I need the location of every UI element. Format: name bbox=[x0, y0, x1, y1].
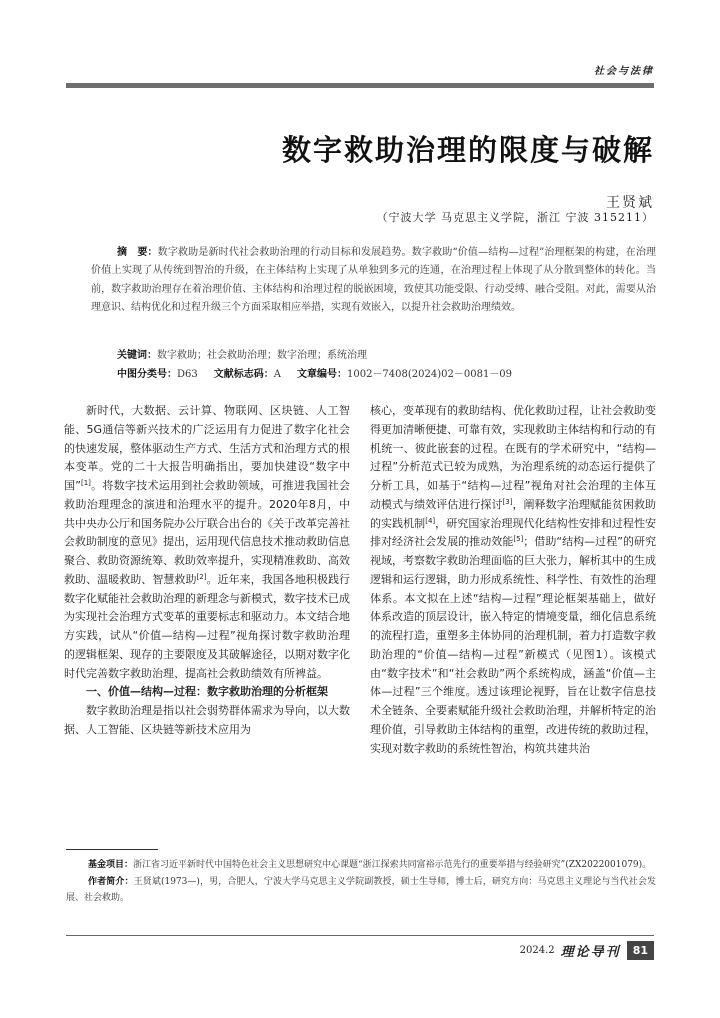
body-paragraph: 数字救助治理是指以社会弱势群体需求为导向，以大数据、人工智能、区块链等新技术应用为 bbox=[64, 704, 350, 736]
clc-value: D63 bbox=[177, 369, 198, 380]
citation-ref: [3] bbox=[502, 497, 513, 506]
footnotes bbox=[66, 857, 656, 907]
author-note: 作者简介：王贤斌(1973—)，男，合肥人，宁波大学马克思主义学院副教授，硕士生导师，博士后，研究方向：马克思主义理论与当代社会发展、社会救助。 bbox=[66, 876, 656, 903]
citation-ref: [2] bbox=[196, 572, 207, 581]
header-rule bbox=[66, 83, 654, 88]
keywords-label: 关键词： bbox=[117, 350, 157, 361]
journal-name: 理论导刊 bbox=[560, 944, 621, 960]
classification-line bbox=[117, 365, 512, 380]
article-title: 数字救助治理的限度与破解 bbox=[281, 133, 654, 167]
fund-note: 基金项目：浙江省习近平新时代中国特色社会主义思想研究中心课题“浙江探索共同富裕示范先行的重要举措与经验研究”(ZX2022001079)。 bbox=[88, 860, 652, 870]
page-footer bbox=[520, 939, 654, 961]
body-paragraph: 核心，变革现有的救助结构、优化救助过程，让社会救助变得更加清晰便捷、可靠有效，实现救助主体结构和行动的有机统一、彼此嵌套的过程。在既有的学术研究中，“结构—过程”分析范式已较为成熟，为治理系统的动态运行提供了分析工具，如基于“结构—过程”视角对社会治理的主体互动模式与绩效评估进行探讨[3]，阐释数字治理赋能贫困救助的实践机制[4]，研究国家治理现代化结构性安排和过程性安排对经济社会发展的推动效能[5]；借助“结构—过程”的研究视域，考察数字救助治理面临的巨大张力，解析其中的生成逻辑和运行逻辑，助力形成系统性、科学性、有效性的治理体系。本文拟在上述“结构—过程”理论框架基础上，做好体系改造的顶层设计，嵌入特定的情境变量，细化信息系统的流程打造，重塑多主体协同的治理机制，着力打造数字救助治理的“价值—结构—过程”新模式（见图1）。该模式由“数字技术”和“社会救助”两个系统构成，涵盖“价值—主体—过程”三个维度。透过该理论视野，旨在让数字信息技术全链条、全要素赋能升级社会救助治理，并解析特定的治理价值，引导救助主体结构的重塑，改进传统的救助过程，实现对数字救助的系统性智治，构筑共建共治 bbox=[370, 404, 657, 755]
body-column-left bbox=[64, 402, 350, 740]
footnote-rule bbox=[66, 849, 158, 850]
doc-code-label: 文献标志码： bbox=[213, 369, 274, 380]
citation-ref: [1] bbox=[80, 479, 91, 487]
keywords bbox=[117, 346, 367, 361]
page-number: 81 bbox=[627, 941, 654, 960]
abstract bbox=[91, 244, 656, 318]
abstract-text: 数字救助是新时代社会救助治理的行动目标和发展趋势。数字救助“价值—结构—过程”治理框架的构建，在治理价值上实现了从传统到智治的升级，在主体结构上实现了从单独到多元的连通，在治理过程上体现了从分散到整体的转化。当前，数字救助治理存在着治理价值、主体结构和治理过程的脱嵌困境，致使其功能受限、行动受缚、融合受阻。对此，需要从治理意识、结构优化和过程升级三个方面采取相应举措，实现有效嵌入，以提升社会救助治理绩效。 bbox=[91, 247, 656, 314]
issue-label: 2024.2 bbox=[519, 944, 555, 956]
article-no-label: 文章编号： bbox=[296, 369, 347, 380]
article-no-value: 1002－7408(2024)02－0081－09 bbox=[346, 369, 513, 380]
citation-ref: [4] bbox=[425, 516, 436, 525]
clc-label: 中图分类号： bbox=[117, 369, 177, 380]
section-label: 社会与法律 bbox=[594, 66, 654, 77]
footer-rule bbox=[66, 935, 654, 936]
abstract-label: 摘 要： bbox=[117, 247, 158, 258]
section-heading: 一、价值—结构—过程：数字救助治理的分析框架 bbox=[86, 685, 328, 699]
author-name: 王贤斌 bbox=[606, 195, 654, 211]
body-column-right bbox=[370, 402, 656, 758]
doc-code-value: A bbox=[273, 369, 281, 380]
body-paragraph: 新时代，大数据、云计算、物联网、区块链、人工智能、5G通信等新兴技术的广泛运用有力促进了数字化社会的快速发展，整体驱动生产方式、生活方式和治理方式的根本变革。党的二十大报告明确指出，要加快建设“数字中国”[1]。将数字技术运用到社会救助领域，可推进我国社会救助治理理念的演进和治理水平的提升。2020年8月，中共中央办公厅和国务院办公厅联合出台的《关于改革完善社会救助制度的意见》提出，运用现代信息技术推动救助信息聚合、救助资源统筹、救助效率提升，实现精准救助、高效救助、温暖救助、智慧救助[2]。近年来，我国各地积极践行数字化赋能社会救助治理的新理念与新模式，数字技术已成为实现社会治理方式变革的重要标志和驱动力。本文结合地方实践，试从“价值—结构—过程”视角探讨数字救助治理的逻辑框架、现存的主要限度及其破解途径，以期对数字化时代完善数字救助治理、提高社会救助绩效有所裨益。 bbox=[64, 404, 351, 680]
citation-ref: [5] bbox=[513, 535, 524, 544]
author-affiliation: （宁波大学 马克思主义学院，浙江 宁波 315211） bbox=[376, 211, 654, 224]
keywords-text: 数字救助；社会救助治理；数字治理；系统治理 bbox=[157, 350, 367, 361]
